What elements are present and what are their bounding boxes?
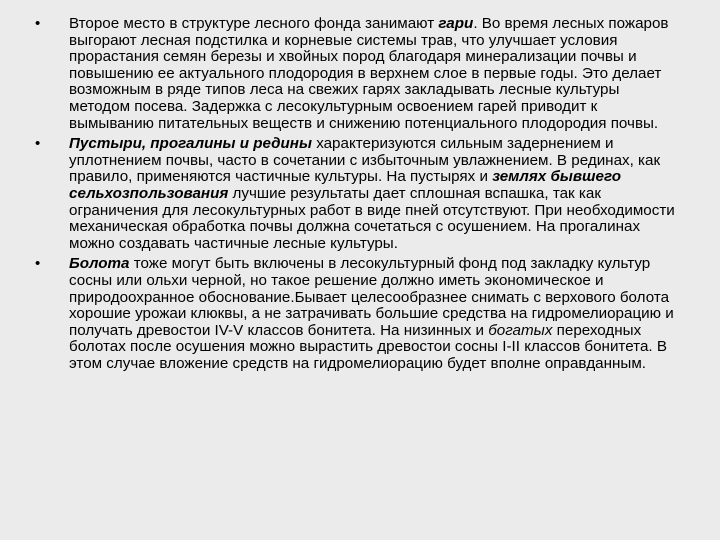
bullet-dot-icon: • (35, 255, 41, 273)
bullet-list (0, 16, 680, 372)
text-segment: Второе место в структуре лесного фонда занимают (69, 15, 439, 32)
term-burned-areas: гари (438, 15, 474, 32)
bullet-dot-icon: • (35, 15, 41, 32)
term-wastelands: Пустыри, прогалины и редины (69, 135, 312, 153)
bullet-item-swamps (0, 256, 680, 372)
term-swamps: Болота (69, 255, 130, 273)
bullet-item-burned-areas (0, 16, 680, 132)
term-rich: богатых (488, 321, 553, 339)
text-segment: лучшие результаты дает сплошная вспашка, так как ограничения для лесокультурных работ в виде пней отсутствуют. При необходимости механическая обработка почвы должна сочетаться с осушением. На прогалинах можно создавать частичные лесные культуры. (69, 184, 675, 252)
text-segment: . Во время лесных пожаров выгорают лесная подстилка и корневые системы трав, что улучшает условия прорастания семян березы и хвойных пород благодаря минерализации почвы и повышению ее актуального плодородия в верхнем слое в первые годы. Это делает возможным в ряде типов леса на свежих гарях закладывать лесные культуры методом посева. Задержка с лесокультурным освоением гарей приводит к вымыванию питательных веществ и снижению потенциального плодородия почвы. (69, 15, 669, 132)
term-former-farmland: землях бывшего сельхозпользования (69, 168, 621, 202)
text-segment: характеризуются сильным задернением и уплотнением почвы, часто в сочетании с избыточным увлажнением. В рединах, как правило, применяются частичные культуры. На пустырях и (69, 135, 661, 186)
bullet-item-wastelands (0, 136, 680, 252)
text-segment: тоже могут быть включены в лесокультурный фонд под закладку культур сосны или ольхи черной, но такое решение должно иметь экономическое и природоохранное обоснование.Бывает целесообразнее снимать с верхового болота хорошие урожаи клюквы, а не затрачивать большие средства на гидромелиорацию и получать древостои IV-V классов бонитета. На низинных и (69, 255, 674, 339)
text-segment: переходных болотах после осушения можно вырастить древостои сосны I-II классов бонитета. В этом случае вложение средств на гидромелиорацию будет вполне оправданным. (69, 321, 667, 372)
bullet-dot-icon: • (35, 135, 41, 153)
